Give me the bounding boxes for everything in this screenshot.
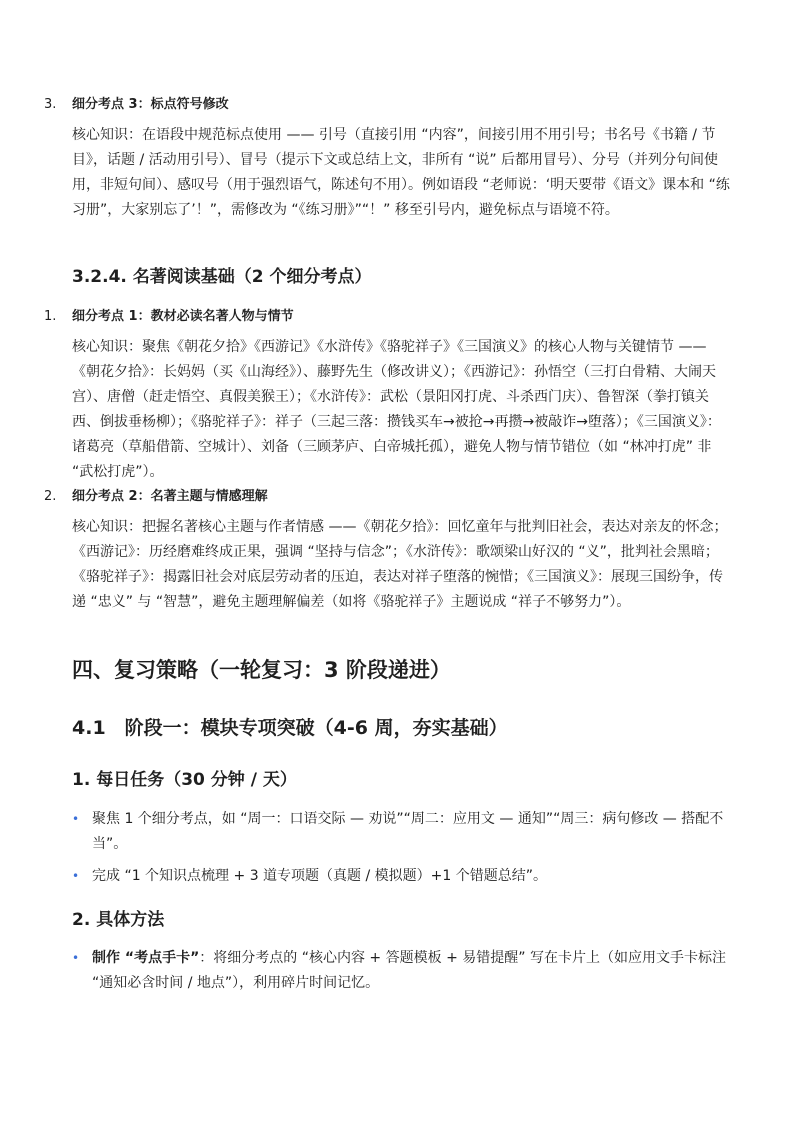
item-number: 2.	[44, 489, 57, 504]
bullet-text	[92, 946, 732, 996]
section-heading-4-1: 4.1 阶段一：模块专项突破（4-6 周，夯实基础）	[72, 717, 508, 739]
item-number: 3.	[44, 97, 57, 112]
bullet-text: 聚焦 1 个细分考点，如 “周一：口语交际 — 劝说”“周二：应用文 — 通知”“周三：病句修改 — 搭配不当”。	[92, 811, 724, 852]
bullet-dot-icon: •	[72, 951, 80, 965]
subheading-method: 2. 具体方法	[72, 910, 165, 930]
subheading-daily-task: 1. 每日任务（30 分钟 / 天）	[72, 770, 297, 790]
chapter-heading-four: 四、复习策略（一轮复习：3 阶段递进）	[72, 658, 451, 682]
item-title: 细分考点 2：名著主题与情感理解	[72, 489, 268, 504]
item-title: 细分考点 1：教材必读名著人物与情节	[72, 309, 294, 324]
item-body: 核心知识：在语段中规范标点使用 —— 引号（直接引用 “内容”，间接引用不用引号；书名号《书籍 / 节目》，话题 / 活动用引号）、冒号（提示下文或总结上文，非所有 “说” 后都用冒号）、分号（并列分句间使用，非短句间）、感叹号（用于强烈语气，陈述句不用）。例如语段 “老师说：‘明天要带《语文》课本和 “练习册”，大家别忘了’！”，需修改为 “《练习册》”“！” 移至引号内，避免标点与语境不符。	[72, 127, 730, 218]
bullet-dot-icon: •	[72, 869, 80, 883]
bullet-rest: ：将细分考点的 “核心内容 + 答题模板 + 易错提醒” 写在卡片上（如应用文手卡标注 “通知必含时间 / 地点”），利用碎片时间记忆。	[92, 950, 726, 991]
bullet-dot-icon: •	[72, 812, 80, 826]
bullet-text: 完成 “1 个知识点梳理 + 3 道专项题（真题 / 模拟题）+1 个错题总结”。	[92, 868, 548, 884]
item-title: 细分考点 3：标点符号修改	[72, 97, 229, 112]
item-body: 核心知识：把握名著核心主题与作者情感 ——《朝花夕拾》：回忆童年与批判旧社会，表达对亲友的怀念；《西游记》：历经磨难终成正果，强调 “坚持与信念”；《水浒传》：歌颂梁山好汉的 “义”，批判社会黑暗；《骆驼祥子》：揭露旧社会对底层劳动者的压迫，表达对祥子堕落的惋惜；《三国演义》：展现三国纷争，传递 “忠义” 与 “智慧”，避免主题理解偏差（如将《骆驼祥子》主题说成 “祥子不够努力”）。	[72, 519, 728, 610]
item-body: 核心知识：聚焦《朝花夕拾》《西游记》《水浒传》《骆驼祥子》《三国演义》的核心人物与关键情节 ——《朝花夕拾》：长妈妈（买《山海经》）、藤野先生（修改讲义）；《西游记》：孙悟空（三打白骨精、大闹天宫）、唐僧（赶走悟空、真假美猴王）；《水浒传》：武松（景阳冈打虎、斗杀西门庆）、鲁智深（拳打镇关西、倒拔垂杨柳）；《骆驼祥子》：祥子（三起三落：攒钱买车→被抢→再攒→被敲诈→堕落）；《三国演义》：诸葛亮（草船借箭、空城计）、刘备（三顾茅庐、白帝城托孤），避免人物与情节错位（如 “林冲打虎” 非 “武松打虎”）。	[72, 339, 721, 480]
item-number: 1.	[44, 309, 57, 324]
bullet-lead: 制作 “考点手卡”	[92, 950, 200, 966]
section-heading-3-2-4: 3.2.4. 名著阅读基础（2 个细分考点）	[72, 267, 372, 287]
